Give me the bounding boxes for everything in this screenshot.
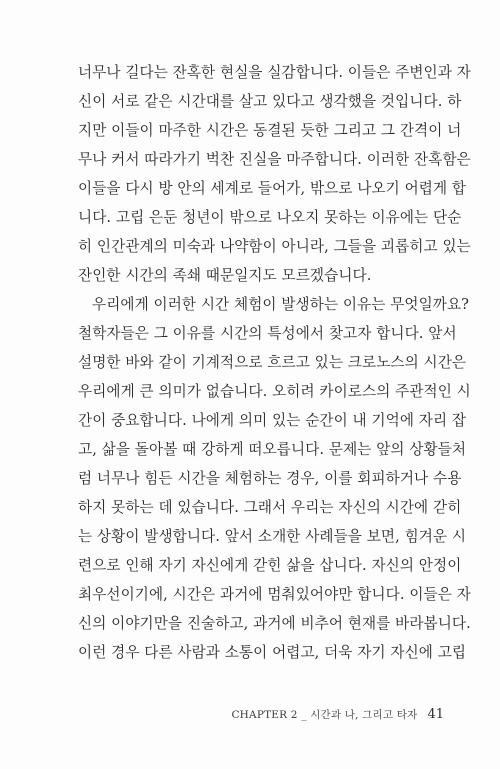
text-line: 잔인한 시간의 족쇄 때문일지도 모르겠습니다. xyxy=(78,267,372,284)
text-line: 히 인간관계의 미숙과 나약함이 아니라, 그들을 괴롭히고 있는 xyxy=(78,238,471,255)
body-text xyxy=(78,58,471,667)
text-line: 무나 커서 따라가기 벅찬 진실을 마주합니다. 이러한 잔혹함은 xyxy=(78,151,471,168)
text-line: 우리에게 이러한 시간 체험이 발생하는 이유는 무엇일까요? xyxy=(92,296,470,313)
text-line: 고, 삶을 돌아볼 때 강하게 떠오릅니다. 문제는 앞의 상황들처 xyxy=(78,441,467,458)
text-line: 설명한 바와 같이 기계적으로 흐르고 있는 크로노스의 시간은 xyxy=(78,354,467,371)
text-line: 간이 중요합니다. 나에게 의미 있는 순간이 내 기억에 자리 잡 xyxy=(78,412,467,429)
text-line: 너무나 길다는 잔혹한 현실을 실감합니다. 이들은 주변인과 자 xyxy=(78,64,471,81)
paragraph-1 xyxy=(78,58,471,290)
text-line: 니다. 고립 은둔 청년이 밖으로 나오지 못하는 이유에는 단순 xyxy=(78,209,462,226)
text-line: 신이 서로 같은 시간대를 살고 있다고 생각했을 것입니다. 하 xyxy=(78,93,462,110)
text-line: 최우선이기에, 시간은 과거에 멈춰있어야만 합니다. 이들은 자 xyxy=(78,586,471,603)
page-footer xyxy=(231,707,444,725)
text-line: 하지 못하는 데 있습니다. 그래서 우리는 자신의 시간에 갇히 xyxy=(78,499,462,516)
text-line: 신의 이야기만을 진술하고, 과거에 비추어 현재를 바라봅니다. xyxy=(78,615,471,632)
text-line: 철학자들은 그 이유를 시간의 특성에서 찾고자 합니다. 앞서 xyxy=(78,325,457,342)
text-line: 지만 이들이 마주한 시간은 동결된 듯한 그리고 그 간격이 너 xyxy=(78,122,462,139)
text-line: 련으로 인해 자기 자신에게 갇힌 삶을 삽니다. 자신의 안정이 xyxy=(78,557,462,574)
paragraph-2 xyxy=(78,290,471,667)
text-line: 는 상황이 발생합니다. 앞서 소개한 사례들을 보면, 힘겨운 시 xyxy=(78,528,467,545)
text-line: 이들을 다시 방 안의 세계로 들어가, 밖으로 나오기 어렵게 합 xyxy=(78,180,467,197)
running-head: CHAPTER 2 _ 시간과 나, 그리고 타자 xyxy=(231,709,418,721)
page-number: 41 xyxy=(427,707,444,722)
text-line: 우리에게 큰 의미가 없습니다. 오히려 카이로스의 주관적인 시 xyxy=(78,383,471,400)
text-line: 이런 경우 다른 사람과 소통이 어렵고, 더욱 자기 자신에 고립 xyxy=(78,644,467,661)
text-line: 럼 너무나 힘든 시간을 체험하는 경우, 이를 회피하거나 수용 xyxy=(78,470,462,487)
